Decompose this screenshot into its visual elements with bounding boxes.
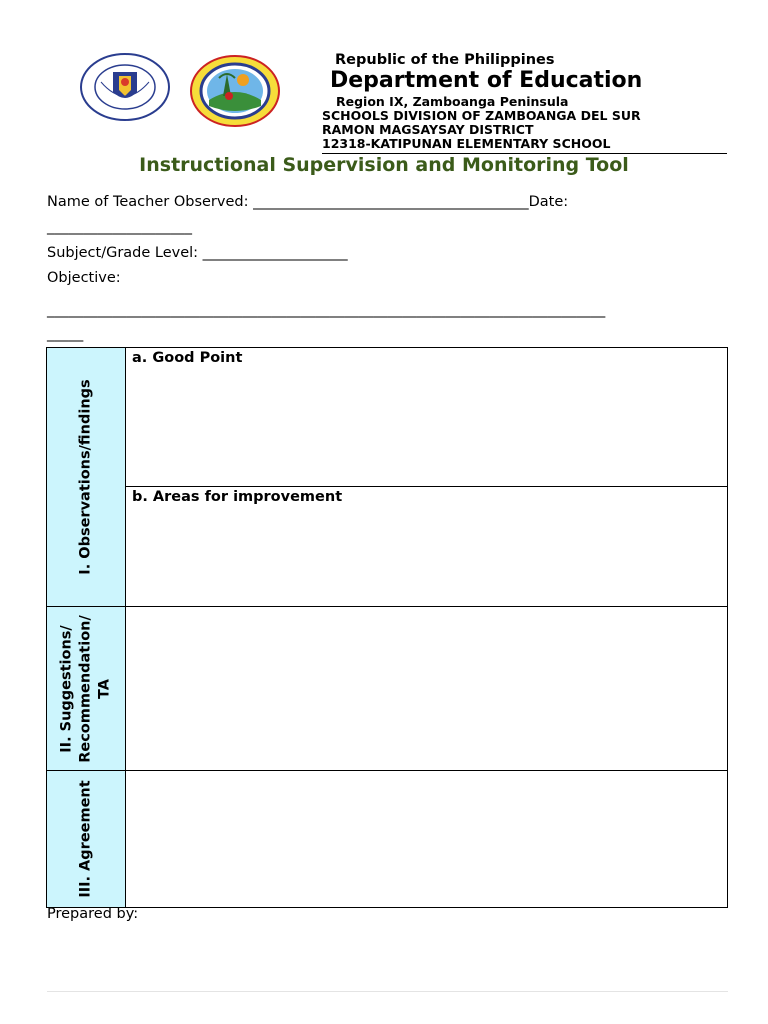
good-point-cell[interactable] [126, 348, 728, 487]
prepared-by-label: Prepared by: [47, 906, 139, 922]
objective-field[interactable]: _____________________________________________________________________________ [47, 302, 606, 318]
section-observations-label: I. Observations/findings [77, 379, 94, 575]
header-district: RAMON MAGSAYSAY DISTRICT [322, 122, 534, 137]
objective-label: Objective: [47, 270, 121, 286]
footer-divider [47, 991, 728, 992]
header-department: Department of Education [330, 68, 643, 93]
agreement-cell[interactable] [126, 771, 728, 908]
section-observations [47, 348, 126, 607]
observation-table [46, 347, 728, 908]
good-point-label: a. Good Point [132, 350, 243, 366]
header-school: 12318-KATIPUNAN ELEMENTARY SCHOOL [322, 136, 611, 151]
header-republic: Republic of the Philippines [335, 52, 555, 68]
section-suggestions [47, 607, 126, 771]
suggestions-cell[interactable] [126, 607, 728, 771]
page-title: Instructional Supervision and Monitoring Tool [139, 154, 629, 176]
section-agreement [47, 771, 126, 908]
areas-improvement-label: b. Areas for improvement [132, 489, 343, 505]
subject-grade-field[interactable]: Subject/Grade Level: ____________________ [47, 245, 348, 261]
date-field[interactable]: ____________________ [47, 219, 192, 235]
header-region: Region IX, Zamboanga Peninsula [336, 94, 569, 109]
deped-seal-left [79, 52, 171, 122]
division-seal-right [189, 54, 281, 128]
header-division: SCHOOLS DIVISION OF ZAMBOANGA DEL SUR [322, 108, 641, 123]
section-agreement-label: III. Agreement [77, 780, 94, 898]
areas-improvement-cell[interactable] [126, 487, 728, 607]
objective-field-continuation[interactable]: _____ [47, 326, 84, 342]
section-suggestions-line2: Recommendation/ [77, 614, 94, 763]
section-suggestions-line1: II. Suggestions/ [58, 624, 75, 753]
section-suggestions-line3: TA [96, 678, 113, 699]
teacher-name-field[interactable]: Name of Teacher Observed: ______________________________________Date: [47, 194, 569, 210]
section-suggestions-label [58, 615, 115, 763]
